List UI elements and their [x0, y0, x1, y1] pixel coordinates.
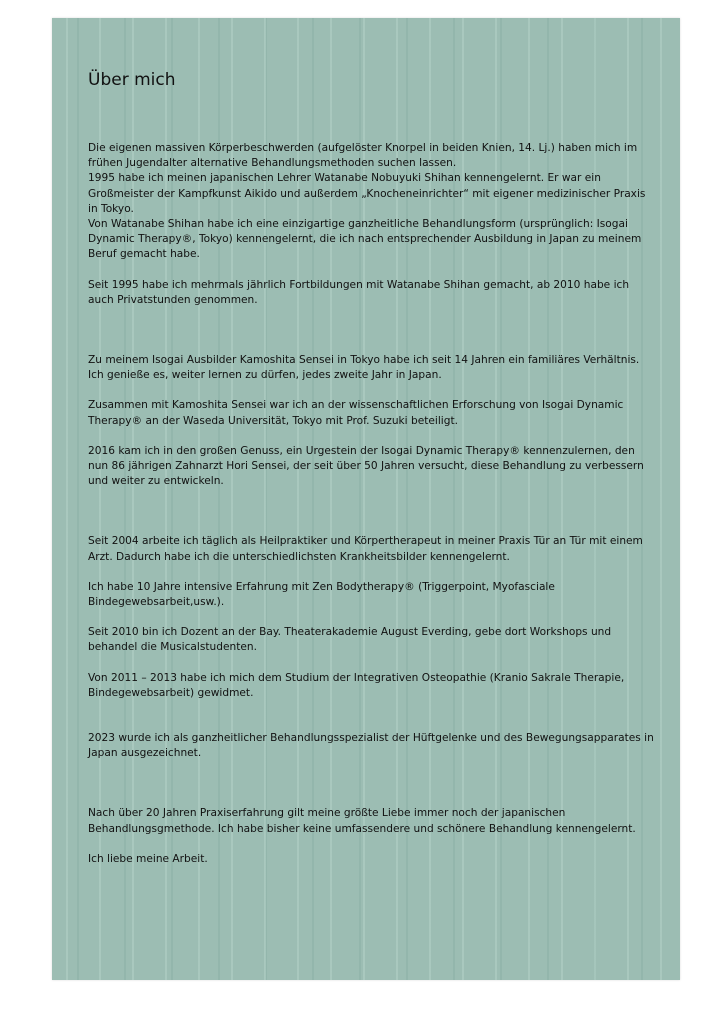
- paragraph: Von 2011 – 2013 habe ich mich dem Studium der Integrativen Osteopathie (Kranio Sakrale Therapie, Bindegewebsarbeit) gewidmet.: [88, 671, 625, 699]
- paragraph: Zu meinem Isogai Ausbilder Kamoshita Sensei in Tokyo habe ich seit 14 Jahren ein familiäres Verhältnis. Ich genieße es, weiter lernen zu dürfen, jedes zweite Jahr in Japan.: [88, 354, 640, 382]
- paragraph: 2023 wurde ich als ganzheitlicher Behandlungsspezialist der Hüftgelenke und des Bewegungsapparates in Japan ausgezeichnet.: [88, 732, 654, 760]
- paragraph: 1995 habe ich meinen japanischen Lehrer Watanabe Nobuyuki Shihan kennengelernt. Er war ein Großmeister der Kampfkunst Aikido und außerdem „Knocheneinrichter“ mit eigener medizinischer Praxis in Tokyo.: [88, 172, 646, 215]
- paragraph: 2016 kam ich in den großen Genuss, ein Urgestein der Isogai Dynamic Therapy® kennenzulernen, den nun 86 jährigen Zahnarzt Hori Sensei, der seit über 50 Jahren versucht, diese Behandlung zu verbessern und weiter zu entwickeln.: [88, 444, 644, 488]
- paragraph: Seit 1995 habe ich mehrmals jährlich Fortbildungen mit Watanabe Shihan gemacht, ab 2010 habe ich auch Privatstunden genommen.: [88, 278, 630, 306]
- paragraph: Zusammen mit Kamoshita Sensei war ich an der wissenschaftlichen Erforschung von Isogai Dynamic Therapy® an der Waseda Universität, Tokyo mit Prof. Suzuki beteiligt.: [88, 399, 624, 427]
- paragraph: Von Watanabe Shihan habe ich eine einzigartige ganzheitliche Behandlungsform (ursprünglich: Isogai Dynamic Therapy®, Tokyo) kennengelernt, die ich nach entsprechender Ausbildung in Japan zu meinem Beruf gemacht habe.: [88, 218, 642, 261]
- page-content: [88, 70, 654, 867]
- paragraph: Ich habe 10 Jahre intensive Erfahrung mit Zen Bodytherapy® (Triggerpoint, Myofasciale Bindegewebsarbeit,usw.).: [88, 580, 555, 609]
- paragraph: Nach über 20 Jahren Praxiserfahrung gilt meine größte Liebe immer noch der japanischen Behandlungsgmethode. Ich habe bisher keine umfassendere und schönere Behandlung kennengelernt.: [88, 807, 636, 835]
- document-page: [52, 18, 680, 980]
- paragraph: Seit 2004 arbeite ich täglich als Heilpraktiker und Körpertherapeut in meiner Praxis Tür an Tür mit einem Arzt. Dadurch habe ich die unterschiedlichsten Krankheitsbilder kennengelernt.: [88, 535, 643, 563]
- page-title: Über mich: [88, 70, 176, 90]
- paragraph: Seit 2010 bin ich Dozent an der Bay. Theaterakademie August Everding, gebe dort Workshops und behandel die Musicalstudenten.: [88, 626, 612, 654]
- paragraph: Die eigenen massiven Körperbeschwerden (aufgelöster Knorpel in beiden Knien, 14. Lj.) haben mich im frühen Jugendalter alternative Behandlungsmethoden suchen lassen.: [88, 142, 638, 170]
- paragraph: Ich liebe meine Arbeit.: [88, 852, 208, 865]
